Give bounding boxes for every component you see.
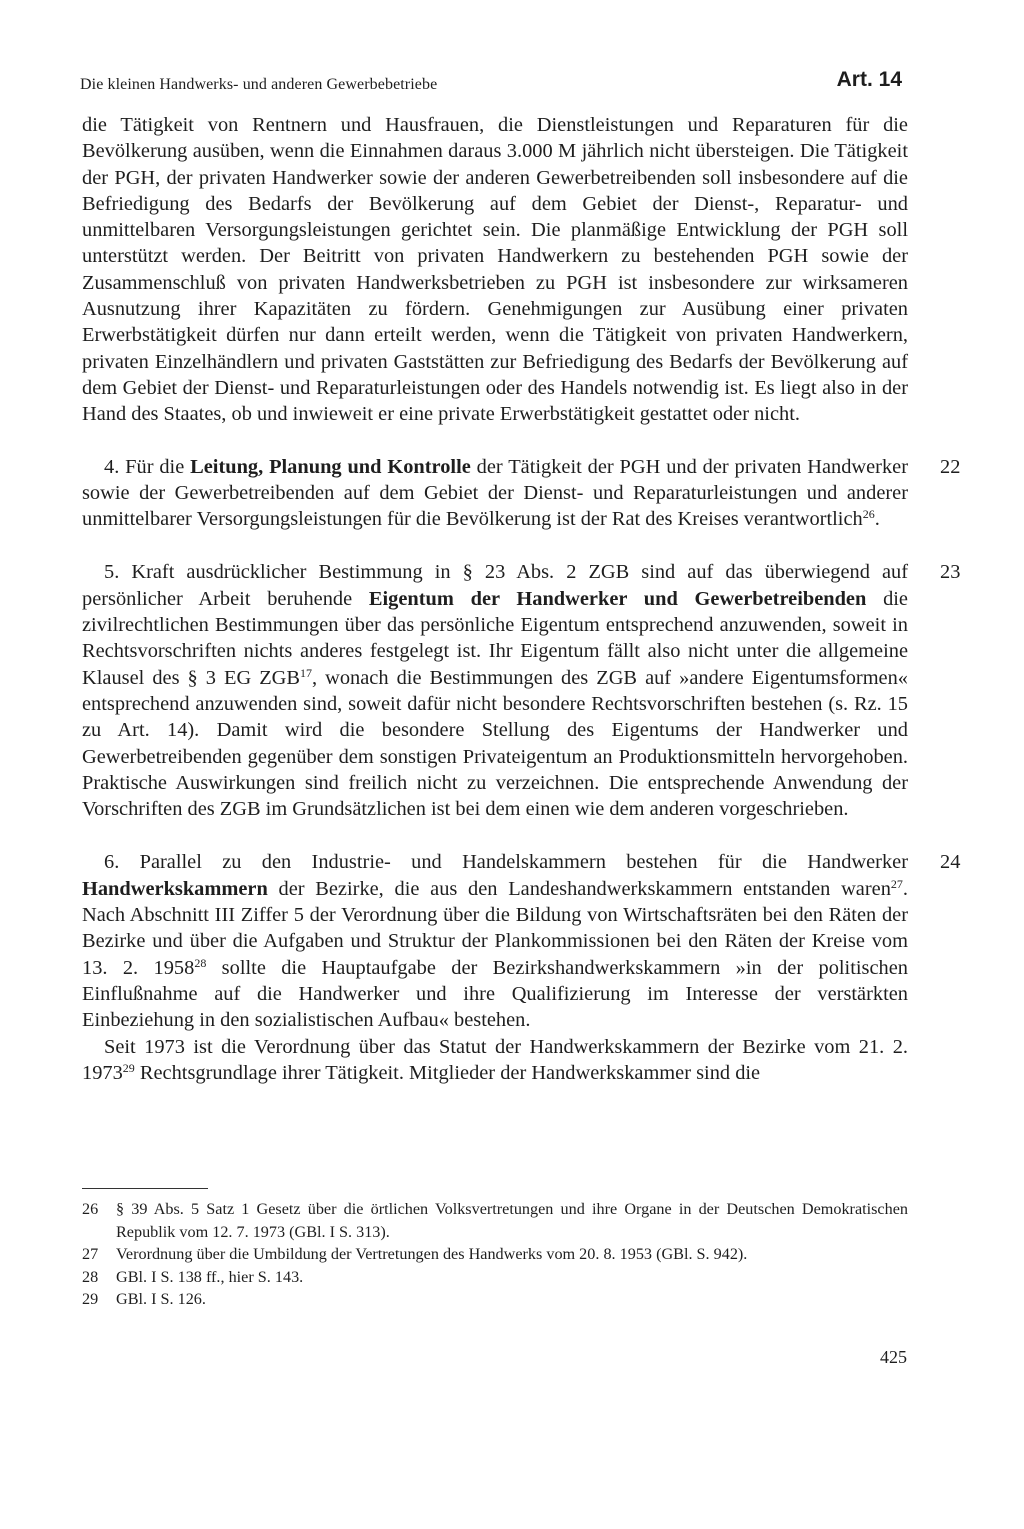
- footnote: [82, 1198, 908, 1243]
- footnote-ref[interactable]: 28: [194, 955, 207, 970]
- text-run: 6. Parallel zu den Industrie- und Handelskammern bestehen für die Handwerker: [104, 851, 908, 874]
- text-run: sollte die Hauptaufgabe der Bezirkshandwerkskammern »in der politischen Einflußnahme auf die Handwerker und ihre Qualifizierung im Interesse der verstärkten Einbeziehung in den sozialistischen Aufbau« bestehen.: [82, 956, 908, 1032]
- bold-term: Handwerkskammern: [82, 877, 268, 900]
- paragraph-24: [82, 849, 961, 1086]
- margin-number: 23: [940, 561, 961, 584]
- footnote-ref[interactable]: 29: [122, 1060, 135, 1075]
- text-run: der Tätigkeit der PGH und der privaten Handwerker sowie der Gewerbetreibenden auf dem Gebiet der Dienst- und Reparaturleistungen und anderer unmittelbarer Versorgungsleistungen für die Bevölkerung ist der Rat des Kreises verantwortlich: [82, 455, 908, 531]
- footnote-text: GBl. I S. 126.: [116, 1290, 206, 1308]
- footnote-number: 28: [82, 1267, 99, 1286]
- paragraph-23: [82, 559, 961, 822]
- paragraph-24-continued: [82, 1034, 908, 1087]
- footnote-text: GBl. I S. 138 ff., hier S. 143.: [116, 1267, 304, 1286]
- paragraph-22: [82, 454, 961, 533]
- footnote: [82, 1288, 908, 1311]
- text-run: . Nach Abschnitt III Ziffer 5 der Verordnung über die Bildung von Wirtschaftsräten bei den Räten der Bezirke und über die Aufgaben und Struktur der Plankommissionen bei den Räten der Kreise vom 13. 2. 1958: [82, 877, 908, 979]
- text-run: , wonach die Bestimmungen des ZGB auf »andere Eigentumsformen« entsprechend anzuwenden sind, soweit dafür nicht besondere Rechtsvorschriften bestehen (s. Rz. 15 zu Art. 14). Damit wird die besondere Stellung des Eigentums der Handwerker und Gewerbetreibenden gegenüber dem sonstigen Privateigentum an Produktionsmitteln hervorgehoben. Praktische Auswirkungen sind freilich nicht zu verzeichnen. Die entsprechende Anwendung der Vorschriften des ZGB im Grundsätzlichen ist bei dem einen wie dem anderen vorgeschrieben.: [82, 666, 908, 821]
- footnotes: [82, 1198, 908, 1311]
- footnote-ref[interactable]: 26: [862, 507, 875, 522]
- footnote-text: Verordnung über die Umbildung der Vertretungen des Handwerks vom 20. 8. 1953 (GBl. S. 942).: [116, 1245, 748, 1263]
- footnote-divider: [82, 1188, 208, 1189]
- footnote: [82, 1266, 908, 1289]
- footnote-ref[interactable]: 27: [890, 876, 903, 891]
- footnote: [82, 1243, 908, 1266]
- footnote-ref[interactable]: 17: [300, 665, 312, 680]
- text-run: 4. Für die: [104, 455, 191, 478]
- article-label: Art. 14: [836, 68, 902, 91]
- page-number: 425: [880, 1347, 907, 1367]
- footnote-number: 26: [82, 1200, 99, 1218]
- footnote-number: 29: [82, 1290, 99, 1308]
- main-text: [82, 112, 961, 1086]
- footnote-number: 27: [82, 1245, 99, 1263]
- text-run: Seit 1973 ist die Verordnung über das Statut der Handwerkskammern der Bezirke vom 21. 2. 1973: [82, 1035, 908, 1084]
- text-run: .: [874, 508, 880, 531]
- text-run: die zivilrechtlichen Bestimmungen über das persönliche Eigentum entsprechend anzuwenden, soweit in Rechtsvorschriften nichts anderes festgelegt ist. Ihr Eigentum fällt also nicht unter die allgemeine Klausel des § 3 EG ZGB: [82, 587, 908, 689]
- paragraph-intro: die Tätigkeit von Rentnern und Hausfrauen, die Dienstleistungen und Reparaturen für die Bevölkerung ausüben, wenn die Einnahmen daraus 3.000 M jährlich nicht übersteigen. Die Tätigkeit der PGH, der privaten Handwerker sowie der anderen Gewerbetreibenden soll insbesondere auf die Befriedigung des Bedarfs der Bevölkerung auf dem Gebiet der Dienst-, Reparatur- und unmittelbaren Versorgungsleistungen gerichtet sein. Die planmäßige Entwicklung der PGH soll unterstützt werden. Der Beitritt von privaten Handwerkern zu bestehenden PGH sowie der Zusammenschluß von privaten Handwerksbetrieben zu PGH ist insbesondere zur wirksameren Ausnutzung ihrer Kapazitäten zu fördern. Genehmigungen zur Ausübung einer privaten Erwerbstätigkeit dürfen nur dann erteilt werden, wenn die Tätigkeit von privaten Handwerkern, privaten Einzelhändlern und privaten Gaststätten zur Befriedigung des Bedarfs der Bevölkerung auf dem Gebiet der Dienst- und Reparaturleistungen oder des Handels notwendig ist. Es liegt also in der Hand des Staates, ob und inwieweit er eine private Erwerbstätigkeit gestattet oder nicht.: [82, 114, 908, 426]
- margin-number: 24: [940, 851, 961, 874]
- text-run: 5. Kraft ausdrücklicher Bestimmung in § 23 Abs. 2 ZGB sind auf das überwiegend auf persönlicher Arbeit beruhende: [82, 561, 908, 610]
- bold-term: Eigentum der Handwerker und Gewerbetreibenden: [368, 587, 867, 610]
- footnote-text: § 39 Abs. 5 Satz 1 Gesetz über die örtlichen Volksvertretungen und ihre Organe in der Deutschen Demokratischen Republik vom 12. 7. 1973 (GBl. I S. 313).: [116, 1200, 908, 1241]
- text-run: Rechtsgrundlage ihrer Tätigkeit. Mitglieder der Handwerkskammer sind die: [134, 1061, 761, 1084]
- margin-number: 22: [940, 455, 961, 478]
- text-run: der Bezirke, die aus den Landeshandwerkskammern entstanden waren: [267, 877, 891, 900]
- running-title: Die kleinen Handwerks- und anderen Gewerbebetriebe: [80, 76, 438, 93]
- bold-term: Leitung, Planung und Kontrolle: [190, 455, 471, 478]
